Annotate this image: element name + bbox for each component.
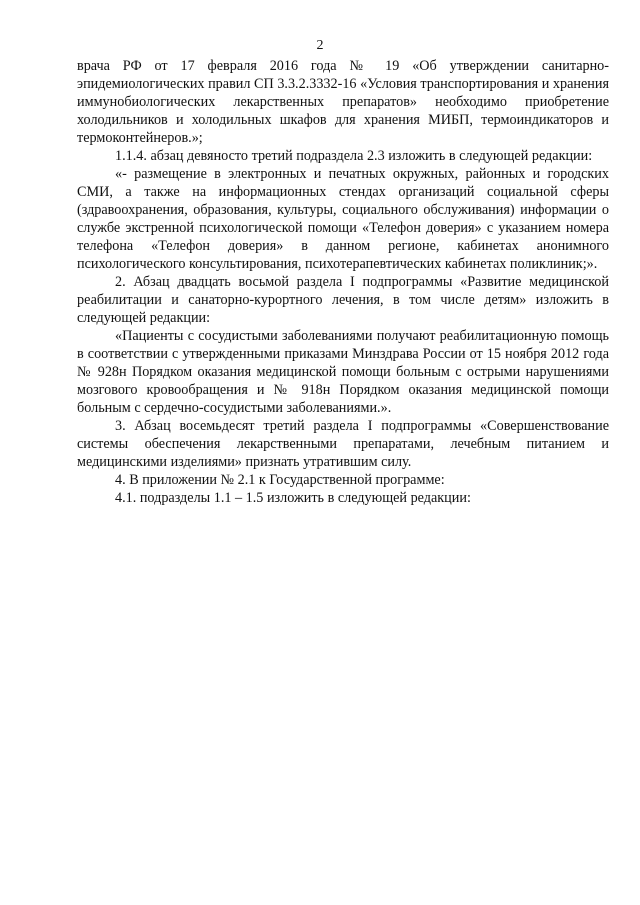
paragraph-8: 4.1. подразделы 1.1 – 1.5 изложить в следующей редакции: [115,490,471,506]
paragraph-6: 3. Абзац восемьдесят третий раздела I подпрограммы «Совершенствование системы обеспечения лекарственными препаратами, лечебным питанием и медицинскими изделиями» признать утратившим силу. [77,418,609,470]
paragraph-3: «- размещение в электронных и печатных окружных, районных и городских СМИ, а также на информационных стендах организаций социальной сферы (здравоохранения, образования, культуры, социального обслуживания) информации о службе экстренной психологической помощи «Телефон доверия» с указанием номера телефона «Телефон доверия» в данном регионе, кабинетах анонимного психологического консультирования, психотерапевтических кабинетах поликлиник;». [77,166,609,272]
paragraph-5: «Пациенты с сосудистыми заболеваниями получают реабилитационную помощь в соответствии с утвержденными приказами Минздрава России от 15 ноября 2012 года № 928н Порядком оказания медицинской помощи больным с острыми нарушениями мозгового кровообращения и № 918н Порядком оказания медицинской помощи больным с сердечно-сосудистыми заболеваниями.». [77,328,609,416]
paragraph-7: 4. В приложении № 2.1 к Государственной программе: [115,472,445,488]
paragraph-2: 1.1.4. абзац девяносто третий подраздела 2.3 изложить в следующей редакции: [115,148,593,164]
document-body [77,57,609,507]
page-number: 2 [316,38,324,53]
paragraph-4: 2. Абзац двадцать восьмой раздела I подпрограммы «Развитие медицинской реабилитации и санаторно-курортного лечения, в том числе детям» изложить в следующей редакции: [77,274,609,326]
paragraph-1: врача РФ от 17 февраля 2016 года № 19 «Об утверждении санитарно-эпидемиологических правил СП 3.3.2.3332-16 «Условия транспортирования и хранения иммунобиологических лекарственных препаратов» необходимо приобретение холодильников и холодильных шкафов для хранения МИБП, термоиндикаторов и термоконтейнеров.»; [77,58,609,146]
